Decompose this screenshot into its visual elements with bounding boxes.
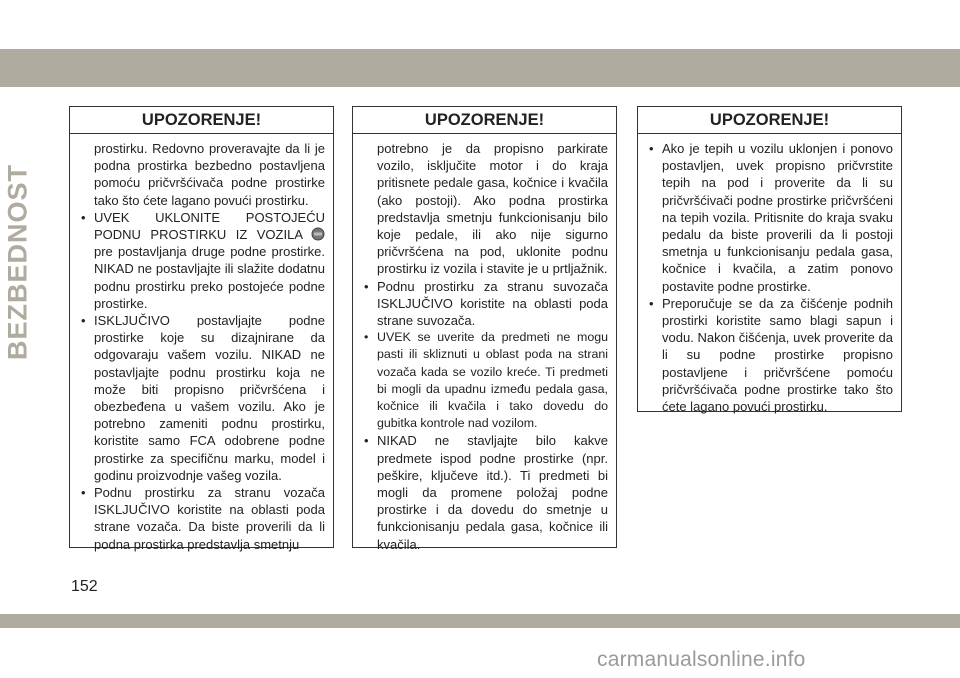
- watermark: carmanualsonline.info: [597, 648, 806, 671]
- warning-text: NIKAD ne stavljajte bilo kakve predmete ispod podne prostirke (npr. peškire, ključeve itd.). Ti predmeti bi mogli da promene položaj podne prostirke i da dovedu do smetnje u funkcionisanju pedala gasa, kočnice ili kvačila.: [377, 433, 608, 552]
- warning-header: UPOZORENJE!: [353, 107, 616, 134]
- warning-text: Ako je tepih u vozilu uklonjen i ponovo postavljen, uvek propisno pričvrstite tepih na pod i proverite da li su pričvršćivači podne prostirke pričvršćeni na tepih vozila. Pritisnite do kraja svaku pedalu da biste proverili da li postoji smetnja u funkcionisanju pedala gasa, kočnice i kvačila, a zatim ponovo postavite podne prostirke.: [662, 141, 893, 294]
- warning-box-3: [637, 106, 902, 415]
- warning-text: ISKLJUČIVO postavljajte podne prostirke koje su dizajnirane da odgovaraju vašem vozilu. NIKAD ne postavljajte podnu prostirku koja ne može biti propisno pričvršćena i obezbeđena u vašem vozilu. Ako je potrebno zameniti podnu prostirku, koristite samo FCA odobrene podne prostirke za specifičnu marku, model i godinu proizvodnje vašeg vozila.: [94, 313, 325, 483]
- bullet-mark: •: [81, 313, 86, 329]
- bullet-mark: •: [649, 141, 654, 156]
- warning-text: potrebno je da propisno parkirate vozilo, isključite motor i do kraja pritisnete pedale gasa, kočnice i kvačila (ako postoji). Ako podna prostirka predstavlja smetnju funkcionisanju bilo koje pedale, ili ako nije sigurno pričvršćena na pod, uklonite podnu prostirku iz vozila i stavite je u prtljažnik.: [377, 141, 608, 277]
- warning-text: UVEK UKLONITE POSTOJEĆU PODNU PROSTIRKU IZ VOZILA: [94, 209, 325, 243]
- list-item: [363, 432, 608, 552]
- warning-header: UPOZORENJE!: [638, 107, 901, 134]
- bullet-mark: •: [81, 209, 86, 225]
- list-item: [80, 484, 325, 553]
- list-item: [648, 140, 893, 295]
- warning-text: Podnu prostirku za stranu suvozača ISKLJUČIVO koristite na oblasti poda strane suvozača.: [377, 278, 608, 329]
- warning-body: [638, 134, 901, 415]
- list-item: [363, 329, 608, 432]
- bullet-mark: •: [364, 278, 369, 294]
- warning-text: Preporučuje se da za čišćenje podnih prostirki koristite samo blagi sapun i vodu. Nakon čišćenja, uvek proverite da li su podne prostirke propisno postavljene i pričvršćene pomoću pričvršćivača podne prostirke tako što ćete lagano povući prostirku.: [662, 295, 893, 415]
- list-item: [363, 278, 608, 330]
- bullet-mark: •: [364, 330, 369, 345]
- list-item: [80, 312, 325, 484]
- vehicle-logo-icon: [311, 227, 325, 241]
- warning-text: UVEK se uverite da predmeti ne mogu pasti ili skliznuti u oblast poda na strani vozača kada se vozilo kreće. Ti predmeti bi mogli da upadnu između pedala gasa, kočnice ili kvačila i tako dovedu do gubitka kontrole nad vozilom.: [377, 330, 608, 431]
- warning-text: prostirku. Redovno proveravajte da li je podna prostirka bezbedno postavljena pomoću pričvršćivača podne prostirke tako što ćete lagano povući prostirku.: [94, 141, 325, 208]
- top-band: [0, 49, 960, 87]
- bullet-mark: •: [81, 485, 86, 501]
- warning-text: Podnu prostirku za stranu vozača ISKLJUČIVO koristite na oblasti poda strane vozača. Da biste proverili da li podna prostirka predstavlja smetnju: [94, 485, 325, 552]
- warning-body: [70, 134, 333, 553]
- section-title-text: BEZBEDNOST: [2, 163, 33, 361]
- list-item: [80, 209, 325, 312]
- warning-header: UPOZORENJE!: [70, 107, 333, 134]
- warning-box-2: [352, 106, 617, 552]
- warning-box-1: [69, 106, 334, 552]
- warning-text: pre postavljanja druge podne prostirke. NIKAD ne postavljajte ili slažite dodatnu podnu prostirku preko postojeće podne prostirke.: [94, 244, 325, 311]
- bullet-mark: •: [649, 295, 654, 311]
- list-item: [648, 295, 893, 415]
- bottom-band: [0, 614, 960, 628]
- page-number: 152: [71, 578, 98, 595]
- warning-body: [353, 134, 616, 553]
- bullet-mark: •: [364, 433, 369, 449]
